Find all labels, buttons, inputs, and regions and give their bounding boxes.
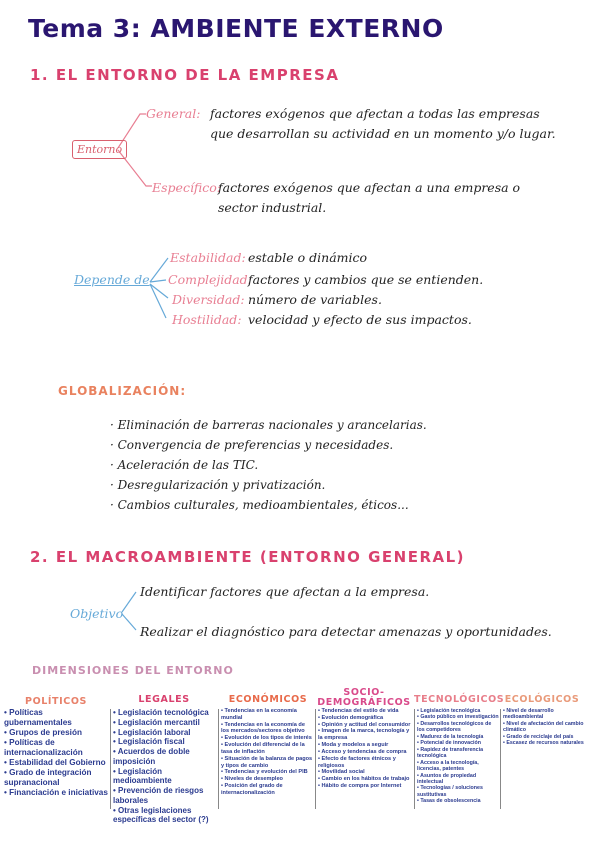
list-item: • Cambio en los hábitos de trabajo — [318, 776, 413, 783]
list-item: • Tendencias en la economía de los mercados/sectores objetivo — [221, 722, 314, 736]
list-item: • Movilidad social — [318, 769, 413, 776]
hostilidad-label: Hostilidad: — [172, 312, 242, 327]
depende-label: Depende de — [74, 272, 150, 287]
column-sociodemograficos — [318, 708, 413, 790]
list-item: • Financiación e iniciativas — [4, 788, 108, 798]
column-legales — [113, 708, 217, 825]
general-label: General: — [146, 106, 201, 121]
list-item: • Niveles de desempleo — [221, 776, 314, 783]
estabilidad-text: estable o dinámico — [248, 250, 368, 265]
globalizacion-item: · Convergencia de preferencias y necesidades. — [110, 438, 394, 452]
column-divider — [414, 709, 415, 809]
general-line-2: que desarrollan su actividad en un momento y/o lugar. — [210, 126, 556, 141]
list-item: • Acuerdos de doble imposición — [113, 747, 217, 767]
especifico-line-1: factores exógenos que afectan a una empresa o — [218, 180, 521, 195]
list-item: • Escasez de recursos naturales — [503, 740, 585, 746]
list-item: • Rapidez de transferencia tecnológica — [417, 747, 499, 760]
dimensiones-label: DIMENSIONES DEL ENTORNO — [32, 664, 234, 677]
column-header-legales: LEGALES — [138, 694, 190, 705]
list-item: • Situación de la balanza de pagos y tipos de cambio — [221, 756, 314, 770]
column-header-economicos: ECONÓMICOS — [228, 694, 308, 705]
list-item: • Evolución del diferencial de la tasa de inflación — [221, 742, 314, 756]
list-item: • Posición del grado de internacionalización — [221, 783, 314, 797]
general-line-1: factores exógenos que afectan a todas las empresas — [210, 106, 540, 121]
section-2-heading: 2. EL MACROAMBIENTE (ENTORNO GENERAL) — [30, 548, 466, 566]
objetivo-line-1: Identificar factores que afectan a la empresa. — [140, 584, 430, 599]
list-item: • Asuntos de propiedad intelectual — [417, 773, 499, 786]
objetivo-label: Objetivo — [70, 606, 124, 621]
globalizacion-label: GLOBALIZACIÓN: — [58, 384, 187, 398]
list-item: • Legislación fiscal — [113, 737, 217, 747]
list-item: • Legislación tecnológica — [417, 708, 499, 714]
column-divider — [110, 709, 111, 809]
list-item: • Legislación medioambiente — [113, 767, 217, 787]
column-tecnologicos — [417, 708, 499, 805]
globalizacion-item: · Eliminación de barreras nacionales y arancelarias. — [110, 418, 427, 432]
list-item: • Prevención de riesgos laborales — [113, 786, 217, 806]
list-item: • Grado de integración supranacional — [4, 768, 108, 788]
list-item: • Tendencias y evolución del PIB — [221, 769, 314, 776]
list-item: • Otras legislaciones específicas del sector (?) — [113, 806, 217, 826]
column-header-politicos: POLÍTICOS — [25, 696, 87, 707]
hostilidad-text: velocidad y efecto de sus impactos. — [248, 312, 472, 327]
especifico-label: Específico: — [152, 180, 222, 195]
complejidad-text: factores y cambios que se entienden. — [248, 272, 484, 287]
globalizacion-item: · Aceleración de las TIC. — [110, 458, 259, 472]
list-item: • Imagen de la marca, tecnología y la empresa — [318, 728, 413, 742]
list-item: • Efecto de factores étnicos y religiosos — [318, 756, 413, 770]
list-item: • Acceso a la tecnología, licencias, patentes — [417, 760, 499, 773]
list-item: • Madurez de la tecnología — [417, 734, 499, 740]
column-header-ecologicos: ECOLÓGICOS — [504, 694, 580, 705]
globalizacion-item: · Desregularización y privatización. — [110, 478, 326, 492]
diversidad-label: Diversidad: — [172, 292, 245, 307]
page-title: Tema 3: AMBIENTE EXTERNO — [28, 14, 444, 43]
objetivo-line-2: Realizar el diagnóstico para detectar amenazas y oportunidades. — [140, 624, 552, 639]
column-divider — [315, 709, 316, 809]
column-divider — [500, 709, 501, 809]
list-item: • Evolución demográfica — [318, 715, 413, 722]
complejidad-label: Complejidad: — [168, 272, 252, 287]
list-item: • Nivel de afectación del cambio climático — [503, 721, 585, 734]
list-item: • Gasto público en investigación — [417, 714, 499, 720]
entorno-label: Entorno — [72, 140, 127, 159]
list-item: • Estabilidad del Gobierno — [4, 758, 108, 768]
list-item: • Potencial de innovación — [417, 740, 499, 746]
list-item: • Tendencias en la economía mundial — [221, 708, 314, 722]
list-item: • Políticas gubernamentales — [4, 708, 108, 728]
list-item: • Acceso y tendencias de compra — [318, 749, 413, 756]
list-item: • Legislación mercantil — [113, 718, 217, 728]
list-item: • Legislación tecnológica — [113, 708, 217, 718]
list-item: • Tasas de obsolescencia — [417, 798, 499, 804]
list-item: • Tecnologías / soluciones sustitutivas — [417, 785, 499, 798]
estabilidad-label: Estabilidad: — [170, 250, 246, 265]
column-header-sociodemograficos: SOCIO-DEMOGRÁFICOS — [317, 687, 411, 709]
list-item: • Opinión y actitud del consumidor — [318, 722, 413, 729]
list-item: • Grupos de presión — [4, 728, 108, 738]
list-item: • Moda y modelos a seguir — [318, 742, 413, 749]
especifico-line-2: sector industrial. — [218, 200, 327, 215]
diversidad-text: número de variables. — [248, 292, 382, 307]
column-economicos — [221, 708, 314, 797]
list-item: • Desarrollos tecnológicos de los competidores — [417, 721, 499, 734]
column-ecologicos — [503, 708, 585, 747]
list-item: • Legislación laboral — [113, 728, 217, 738]
section-1-heading: 1. EL ENTORNO DE LA EMPRESA — [30, 66, 340, 84]
list-item: • Nivel de desarrollo medioambiental — [503, 708, 585, 721]
globalizacion-item: · Cambios culturales, medioambientales, éticos... — [110, 498, 409, 512]
list-item: • Políticas de internacionalización — [4, 738, 108, 758]
list-item: • Tendencias del estilo de vida — [318, 708, 413, 715]
list-item: • Evolución de los tipos de interés — [221, 735, 314, 742]
column-header-tecnologicos: TECNOLÓGICOS — [414, 694, 505, 705]
list-item: • Hábito de compra por Internet — [318, 783, 413, 790]
column-divider — [218, 709, 219, 809]
column-politicos — [4, 708, 108, 798]
list-item: • Grado de reciclaje del país — [503, 734, 585, 740]
